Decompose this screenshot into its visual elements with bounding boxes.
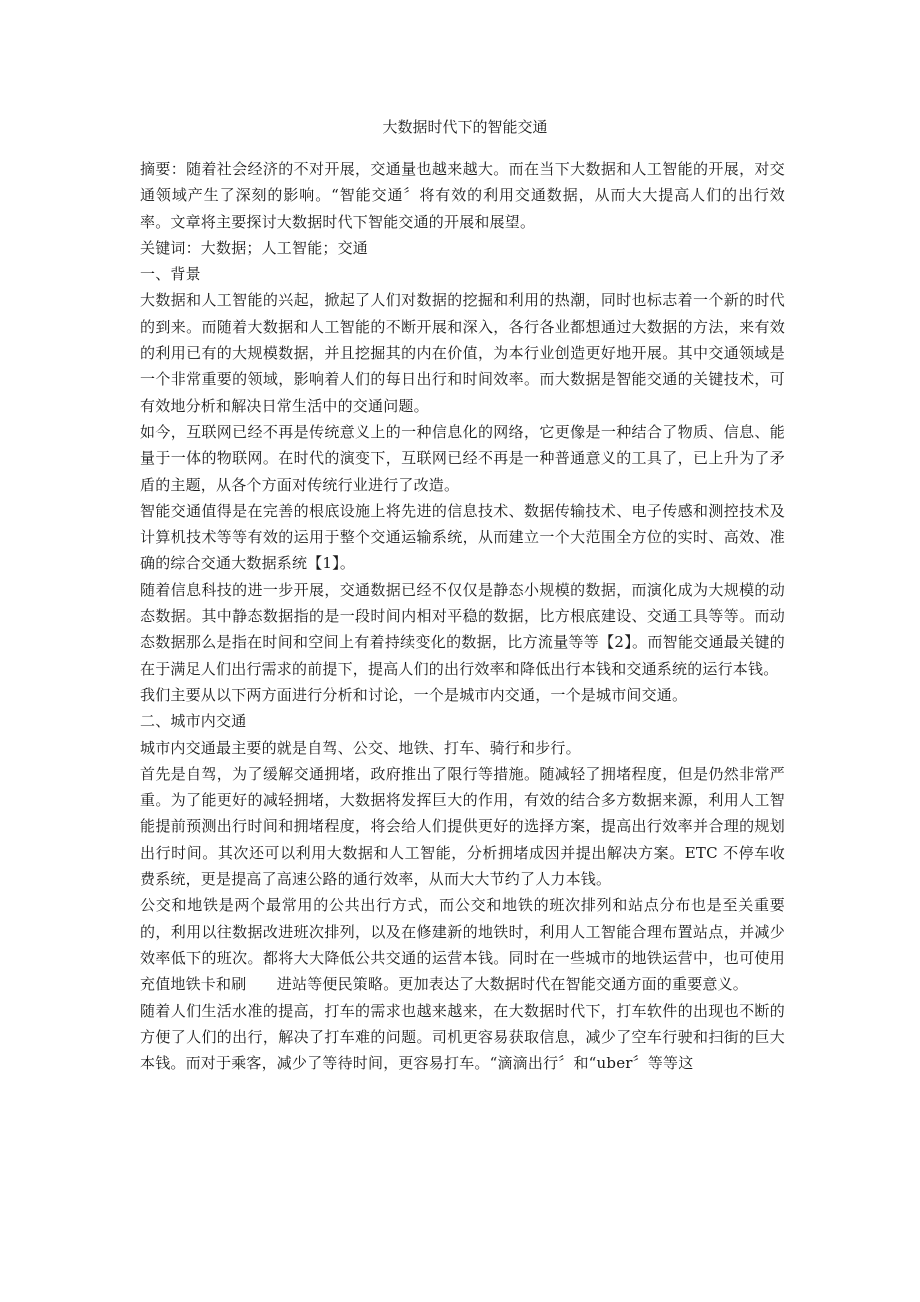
section-heading-background: 一、背景 (140, 265, 201, 284)
body-paragraph: 首先是自驾，为了缓解交通拥堵，政府推出了限行等措施。随减轻了拥堵程度，但是仍然非常严重。为了能更好的减轻拥堵，大数据将发挥巨大的作用，有效的结合多方数据来源，利用人工智能提前预测出行时间和拥堵程度，将会给人们提供更好的选择方案，提高出行效率并合理的规划出行时间。其次还可以利用大数据和人工智能，分析拥堵成因并提出解决方案。ETC 不停车收费系统，更是提高了高速公路的通行效率，从而大大节约了人力本钱。 (140, 764, 785, 889)
body-paragraph: 随着人们生活水准的提高，打车的需求也越来越来，在大数据时代下，打车软件的出现也不断的方便了人们的出行，解决了打车难的问题。司机更容易获取信息，减少了空车行驶和扫街的巨大本钱。而对于乘客，减少了等待时间，更容易打车。“滴滴出行〞和“uber〞等等这 (140, 1001, 785, 1073)
document-page (140, 112, 816, 1076)
keywords-line: 关键词：大数据；人工智能；交通 (140, 238, 369, 257)
document-title: 大数据时代下的智能交通 (382, 118, 548, 136)
body-paragraph: 城市内交通最主要的就是自驾、公交、地铁、打车、骑行和步行。 (140, 738, 581, 757)
body-paragraph: 公交和地铁是两个最常用的公共出行方式，而公交和地铁的班次排列和站点分布也是至关重要的，利用以往数据改进班次排列，以及在修建新的地铁时，利用人工智能合理布置站点，并减少效率低下的班次。都将大大降低公共交通的运营本钱。同时在一些城市的地铁运营中，也可使用 充值地铁卡和刷 进站等便民策略。更加表达了大数据时代在智能交通方面的重要意义。 (140, 896, 816, 994)
abstract-paragraph: 摘要：随着社会经济的不对开展，交通量也越来越大。而在当下大数据和人工智能的开展，对交通领域产生了深刻的影响。“智能交通〞将有效的利用交通数据，从而大大提高人们的出行效率。文章将主要探讨大数据时代下智能交通的开展和展望。 (140, 160, 785, 231)
body-paragraph: 随着信息科技的进一步开展，交通数据已经不仅仅是静态小规模的数据，而演化成为大规模的动态数据。其中静态数据指的是一段时间内相对平稳的数据，比方根底建设、交通工具等等。而动态数据那么是指在时间和空间上有着持续变化的数据，比方流量等等【2】。而智能交通最关键的在于满足人们出行需求的前提下，提高人们的出行效率和降低出行本钱和交通系统的运行本钱。 (140, 580, 785, 678)
body-paragraph: 大数据和人工智能的兴起，掀起了人们对数据的挖掘和利用的热潮，同时也标志着一个新的时代的到来。而随着大数据和人工智能的不断开展和深入，各行各业都想通过大数据的方法，来有效的利用已有的大规模数据，并且挖掘其的内在价值，为本行业创造更好地开展。其中交通领域是一个非常重要的领域，影响着人们的每日出行和时间效率。而大数据是智能交通的关键技术，可有效地分析和解决日常生活中的交通问题。 (140, 291, 785, 415)
body-paragraph: 如今，互联网已经不再是传统意义上的一种信息化的网络，它更像是一种结合了物质、信息、能量于一体的物联网。在时代的演变下，互联网已经不再是一种普通意义的工具了，已上升为了矛盾的主题，从各个方面对传统行业进行了改造。 (140, 422, 785, 494)
section-heading-urban-traffic: 二、城市内交通 (140, 712, 247, 731)
body-paragraph: 我们主要从以下两方面进行分析和讨论，一个是城市内交通，一个是城市间交通。 (140, 685, 688, 704)
body-paragraph: 智能交通值得是在完善的根底设施上将先进的信息技术、数据传输技术、电子传感和测控技术及计算机技术等等有效的运用于整个交通运输系统，从而建立一个大范围全方位的实时、高效、准确的综合交通大数据系统【1】。 (140, 501, 785, 573)
